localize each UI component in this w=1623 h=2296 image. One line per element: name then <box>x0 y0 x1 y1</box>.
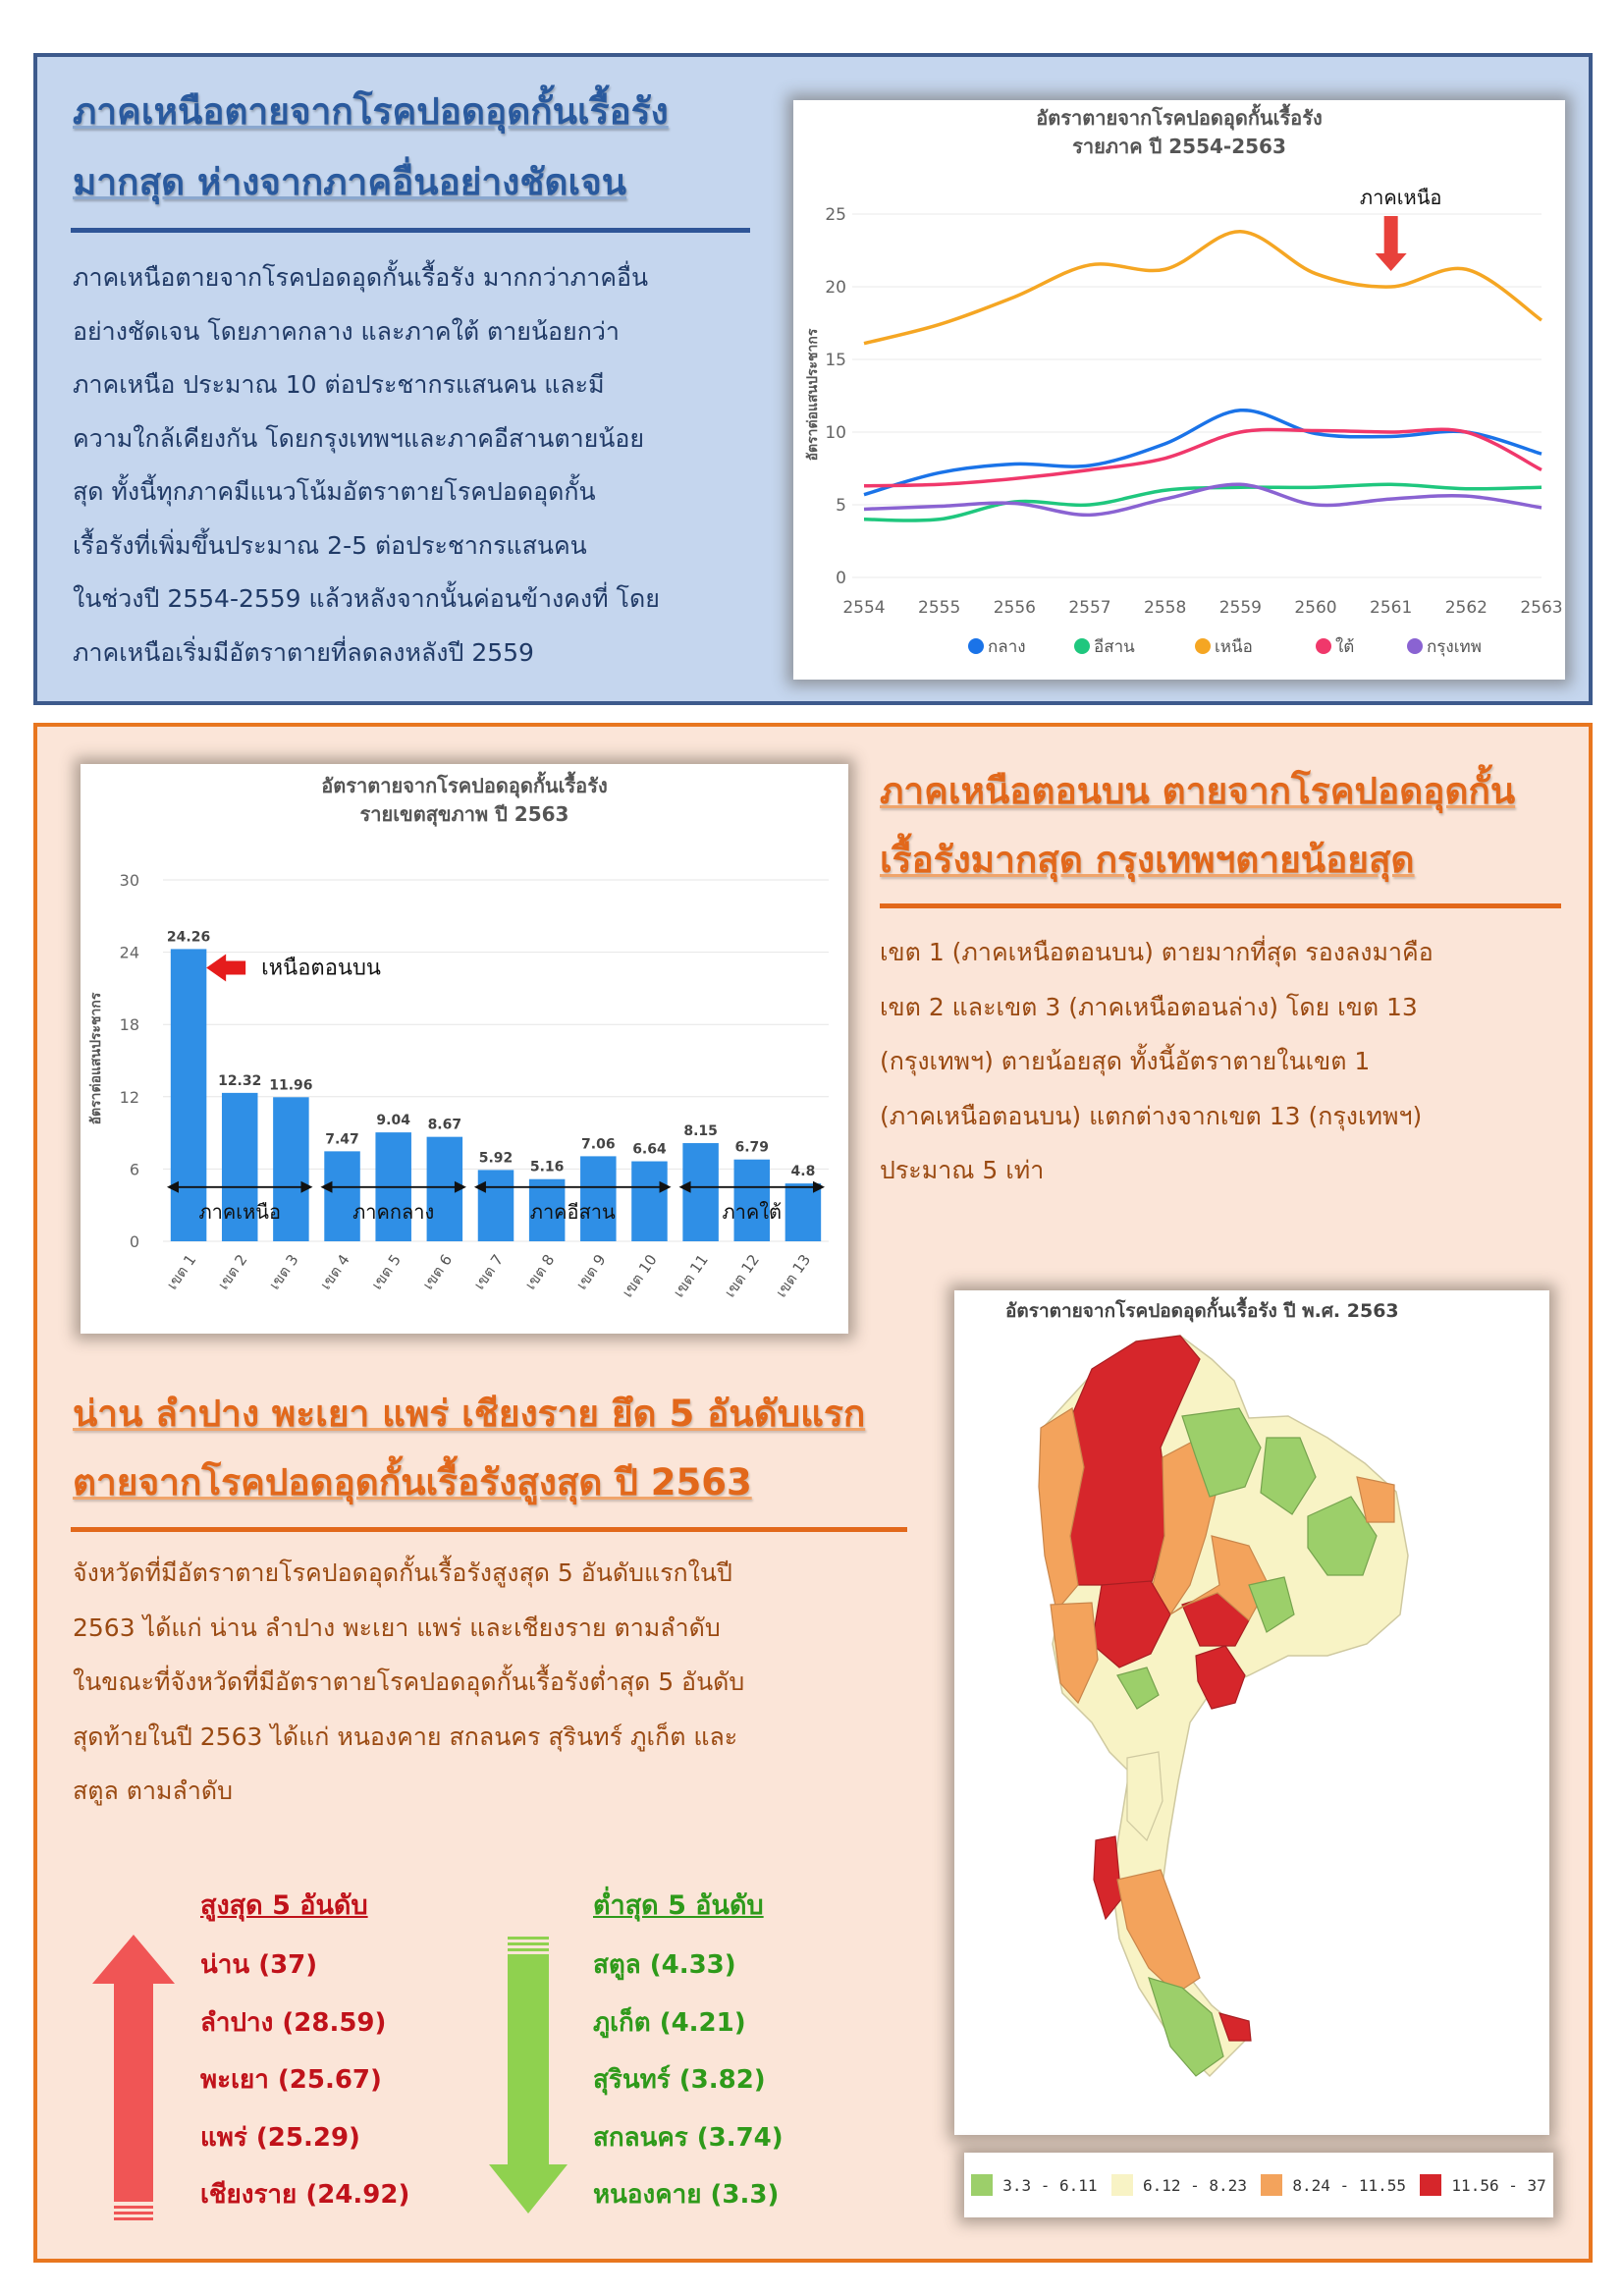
x-tick-label: เขต 6 <box>418 1250 457 1293</box>
bottom5-item <box>593 1995 784 2052</box>
bottom5-list <box>593 1937 784 2224</box>
bottom-heading-rule <box>71 1527 907 1532</box>
y-tick-label: 0 <box>836 569 846 588</box>
bar <box>171 949 207 1241</box>
map-region-south-orange <box>1117 1870 1200 1994</box>
bottom5-value: (3.3) <box>701 2180 780 2210</box>
top5-province: เชียงราย <box>200 2180 298 2210</box>
legend-marker <box>1316 638 1331 654</box>
legend-label: 11.56 - 37 <box>1451 2175 1546 2195</box>
x-tick-label: เขต 12 <box>721 1250 764 1301</box>
bar-value-label: 8.15 <box>683 1123 718 1140</box>
x-tick-label: 2563 <box>1520 598 1563 618</box>
bar-value-label: 24.26 <box>166 929 211 946</box>
x-tick-label: 2554 <box>842 598 886 618</box>
bar <box>478 1170 514 1241</box>
right-heading-line1: ภาคเหนือตอนบน ตายจากโรคปอดอุดกั้น <box>880 770 1516 812</box>
top5-value: (25.29) <box>246 2122 360 2153</box>
top-heading-line2: มากสุด ห่างจากภาคอื่นอย่างชัดเจน <box>73 161 627 203</box>
bottom-paragraph-line: สตูล ตามลำดับ <box>73 1777 233 1805</box>
bar-chart-card <box>81 764 848 1334</box>
y-axis-label: อัตราต่อแสนประชากร <box>805 328 821 462</box>
line-chart-title-line1: อัตราตายจากโรคปอดอุดกั้นเรื้อรัง <box>1036 106 1323 130</box>
bar <box>631 1162 668 1241</box>
y-tick-label: 25 <box>825 205 846 225</box>
legend-label: ใต้ <box>1335 637 1355 657</box>
top-heading-rule <box>71 228 750 233</box>
top5-title: สูงสุด 5 อันดับ <box>200 1890 368 1921</box>
bar <box>580 1156 617 1241</box>
x-tick-label: เขต 4 <box>316 1250 353 1293</box>
right-heading-rule <box>880 903 1561 908</box>
bottom-paragraph-line: 2563 ได้แก่ น่าน ลำปาง พะเยา แพร่ และเชียงราย ตามลำดับ <box>73 1613 721 1642</box>
y-tick-label: 30 <box>119 871 139 890</box>
bar-value-label: 5.92 <box>478 1150 514 1167</box>
bar-value-label: 7.06 <box>581 1136 616 1153</box>
bottom5-item <box>593 1937 784 1995</box>
top5-province: ลำปาง <box>200 2007 274 2038</box>
bar-chart-title-line2: รายเขตสุขภาพ ปี 2563 <box>359 802 569 826</box>
bottom5-province: สกลนคร <box>593 2122 688 2153</box>
bar <box>785 1183 822 1241</box>
group-label: ภาคอีสาน <box>529 1199 616 1224</box>
top5-item <box>200 2109 409 2167</box>
x-tick-label: เขต 11 <box>670 1250 712 1301</box>
legend-swatch <box>1261 2174 1282 2196</box>
annotation-arrow-icon <box>206 955 245 982</box>
y-tick-label: 0 <box>129 1232 139 1251</box>
top5-province: พะเยา <box>200 2065 269 2095</box>
line-chart-title-line2: รายภาค ปี 2554-2563 <box>1072 135 1286 158</box>
x-tick-label: เขต 9 <box>572 1250 610 1293</box>
top5-value: (28.59) <box>273 2007 387 2038</box>
series-line-เหนือ <box>864 232 1542 344</box>
top5-value: (24.92) <box>297 2180 410 2210</box>
bar-value-label: 8.67 <box>427 1117 462 1133</box>
group-label: ภาคใต้ <box>722 1199 783 1224</box>
bottom5-province: สตูล <box>593 1950 641 1980</box>
x-tick-label: 2561 <box>1370 598 1413 618</box>
x-tick-label: 2559 <box>1218 598 1262 618</box>
top-paragraph-line: อย่างชัดเจน โดยภาคกลาง และภาคใต้ ตายน้อยกว่า <box>73 316 620 346</box>
bar <box>682 1143 719 1241</box>
x-tick-label: เขต 7 <box>469 1250 508 1293</box>
x-tick-label: 2562 <box>1444 598 1488 618</box>
group-label: ภาคกลาง <box>352 1199 435 1224</box>
bottom-paragraph-line: ในขณะที่จังหวัดที่มีอัตราตายโรคปอดอุดกั้นเรื้อรังต่ำสุด 5 อันดับ <box>73 1667 745 1696</box>
bar <box>324 1151 360 1241</box>
annotation-label: ภาคเหนือ <box>1359 186 1442 209</box>
thailand-map <box>954 1290 1549 2135</box>
group-label: ภาคเหนือ <box>198 1199 281 1224</box>
bottom5-item <box>593 2166 784 2224</box>
bar-chart-title-line1: อัตราตายจากโรคปอดอุดกั้นเรื้อรัง <box>321 774 608 797</box>
bottom5-province: สุรินทร์ <box>593 2065 671 2095</box>
x-tick-label: 2557 <box>1068 598 1111 618</box>
legend-marker <box>968 638 984 654</box>
top-panel <box>33 53 1593 705</box>
legend-label: กลาง <box>988 637 1026 657</box>
bottom5-title: ต่ำสุด 5 อันดับ <box>593 1890 764 1921</box>
top5-list <box>200 1937 409 2224</box>
bar-value-label: 4.8 <box>790 1164 816 1180</box>
down-arrow-icon <box>489 1937 568 2214</box>
top5-item <box>200 2166 409 2224</box>
bottom5-item <box>593 2051 784 2109</box>
bottom-paragraph-line: สุดท้ายในปี 2563 ได้แก่ หนองคาย สกลนคร สุรินทร์ ภูเก็ต และ <box>73 1722 738 1751</box>
bar-chart <box>81 764 848 1334</box>
bottom-heading-line1: น่าน ลำปาง พะเยา แพร่ เชียงราย ยึด 5 อันดับแรก <box>73 1393 866 1435</box>
legend-marker <box>1407 638 1423 654</box>
top-heading-line1: ภาคเหนือตายจากโรคปอดอุดกั้นเรื้อรัง <box>73 90 669 133</box>
top5-item <box>200 1995 409 2052</box>
series-line-ใต้ <box>864 429 1542 486</box>
top-paragraph-line: ภาคเหนือเริ่มมีอัตราตายที่ลดลงหลังปี 2559 <box>73 637 534 667</box>
right-paragraph <box>880 925 1567 1198</box>
bar-value-label: 9.04 <box>376 1113 410 1129</box>
legend-label: 3.3 - 6.11 <box>1002 2175 1098 2195</box>
right-heading-line2: เรื้อรังมากสุด กรุงเทพฯตายน้อยสุด <box>880 839 1415 881</box>
top5-item <box>200 2051 409 2109</box>
x-tick-label: เขต 2 <box>214 1250 251 1293</box>
top-paragraph <box>73 251 760 680</box>
line-chart <box>793 100 1565 680</box>
y-tick-label: 20 <box>825 278 846 298</box>
bottom-paragraph <box>73 1546 897 1819</box>
legend-swatch <box>1420 2174 1441 2196</box>
legend-item <box>1420 2174 1545 2196</box>
legend-item <box>971 2174 1097 2196</box>
x-tick-label: เขต 10 <box>618 1250 661 1301</box>
y-tick-label: 10 <box>825 423 846 443</box>
y-axis-label: อัตราต่อแสนประชากร <box>88 992 104 1125</box>
legend-swatch <box>971 2174 993 2196</box>
top-paragraph-line: สุด ทั้งนี้ทุกภาคมีแนวโน้มอัตราตายโรคปอดอุดกั้น <box>73 477 596 506</box>
top-paragraph-line: ความใกล้เคียงกัน โดยกรุงเทพฯและภาคอีสานตายน้อย <box>73 423 645 453</box>
x-tick-label: เขต 3 <box>265 1250 302 1293</box>
bottom-panel <box>33 723 1593 2263</box>
bottom5-province: หนองคาย <box>593 2180 702 2210</box>
top-paragraph-line: ในช่วงปี 2554-2559 แล้วหลังจากนั้นค่อนข้างคงที่ โดย <box>73 584 660 613</box>
right-paragraph-line: (ภาคเหนือตอนบน) แตกต่างจากเขต 13 (กรุงเทพฯ) <box>880 1101 1423 1130</box>
x-tick-label: เขต 5 <box>367 1250 405 1293</box>
y-tick-label: 5 <box>836 496 846 516</box>
map-region-south-green <box>1149 1978 1223 2076</box>
bottom5-value: (4.33) <box>640 1950 736 1980</box>
top5-value: (25.67) <box>268 2065 382 2095</box>
bar-value-label: 6.64 <box>632 1141 667 1158</box>
x-tick-label: เขต 8 <box>521 1250 559 1293</box>
bar-value-label: 11.96 <box>269 1077 313 1094</box>
bar-value-label: 7.47 <box>325 1131 359 1148</box>
y-tick-label: 24 <box>119 943 139 962</box>
legend-label: กรุงเทพ <box>1427 637 1482 657</box>
legend-marker <box>1074 638 1090 654</box>
x-tick-label: 2555 <box>918 598 961 618</box>
bottom5-value: (3.74) <box>687 2122 784 2153</box>
bar-value-label: 12.32 <box>218 1072 262 1089</box>
y-tick-label: 6 <box>129 1160 139 1179</box>
x-tick-label: 2558 <box>1144 598 1187 618</box>
bottom5-value: (3.82) <box>670 2065 766 2095</box>
line-chart-card <box>793 100 1565 680</box>
top5-province: แพร่ <box>200 2122 247 2153</box>
legend-label: 8.24 - 11.55 <box>1292 2175 1406 2195</box>
right-paragraph-line: ประมาณ 5 เท่า <box>880 1156 1045 1184</box>
top5-province: น่าน <box>200 1950 250 1980</box>
legend-label: อีสาน <box>1094 637 1135 657</box>
bottom5-value: (4.21) <box>650 2007 746 2038</box>
y-tick-label: 12 <box>119 1087 139 1107</box>
x-tick-label: 2556 <box>993 598 1036 618</box>
legend-item <box>1261 2174 1406 2196</box>
top5-item <box>200 1937 409 1995</box>
bottom5-province: ภูเก็ต <box>593 2007 651 2038</box>
annotation-label: เหนือตอนบน <box>261 956 381 981</box>
annotation-arrow-icon <box>1376 216 1407 271</box>
bar-value-label: 5.16 <box>529 1159 565 1175</box>
bottom-paragraph-line: จังหวัดที่มีอัตราตายโรคปอดอุดกั้นเรื้อรังสูงสุด 5 อันดับแรกในปี <box>73 1558 732 1587</box>
up-arrow-icon <box>92 1935 175 2223</box>
map-legend <box>964 2153 1553 2217</box>
legend-label: 6.12 - 8.23 <box>1142 2175 1247 2195</box>
legend-label: เหนือ <box>1215 637 1253 657</box>
right-paragraph-line: (กรุงเทพฯ) ตายน้อยสุด ทั้งนี้อัตราตายในเขต 1 <box>880 1047 1371 1075</box>
top-paragraph-line: ภาคเหนือตายจากโรคปอดอุดกั้นเรื้อรัง มากกว่าภาคอื่น <box>73 263 649 292</box>
bottom-heading-line2: ตายจากโรคปอดอุดกั้นเรื้อรังสูงสุด ปี 2563 <box>73 1461 752 1503</box>
legend-swatch <box>1111 2174 1133 2196</box>
y-tick-label: 15 <box>825 351 846 370</box>
top5-value: (37) <box>249 1950 318 1980</box>
legend-marker <box>1195 638 1211 654</box>
map-title: อัตราตายจากโรคปอดอุดกั้นเรื้อรัง ปี พ.ศ. 2563 <box>1005 1300 1399 1322</box>
legend-item <box>1111 2174 1247 2196</box>
bar-value-label: 6.79 <box>734 1139 770 1156</box>
map-card <box>954 1290 1549 2135</box>
y-tick-label: 18 <box>119 1015 139 1035</box>
top-paragraph-line: ภาคเหนือ ประมาณ 10 ต่อประชากรแสนคน และมี <box>73 370 605 399</box>
bottom5-item <box>593 2109 784 2167</box>
x-tick-label: เขต 1 <box>162 1250 200 1293</box>
x-tick-label: 2560 <box>1294 598 1337 618</box>
top-paragraph-line: เรื้อรังที่เพิ่มขึ้นประมาณ 2-5 ต่อประชากรแสนคน <box>73 530 587 560</box>
right-paragraph-line: เขต 2 และเขต 3 (ภาคเหนือตอนล่าง) โดย เขต 13 <box>880 992 1418 1021</box>
x-tick-label: เขต 13 <box>772 1250 815 1301</box>
right-paragraph-line: เขต 1 (ภาคเหนือตอนบน) ตายมากที่สุด รองลงมาคือ <box>880 938 1434 966</box>
